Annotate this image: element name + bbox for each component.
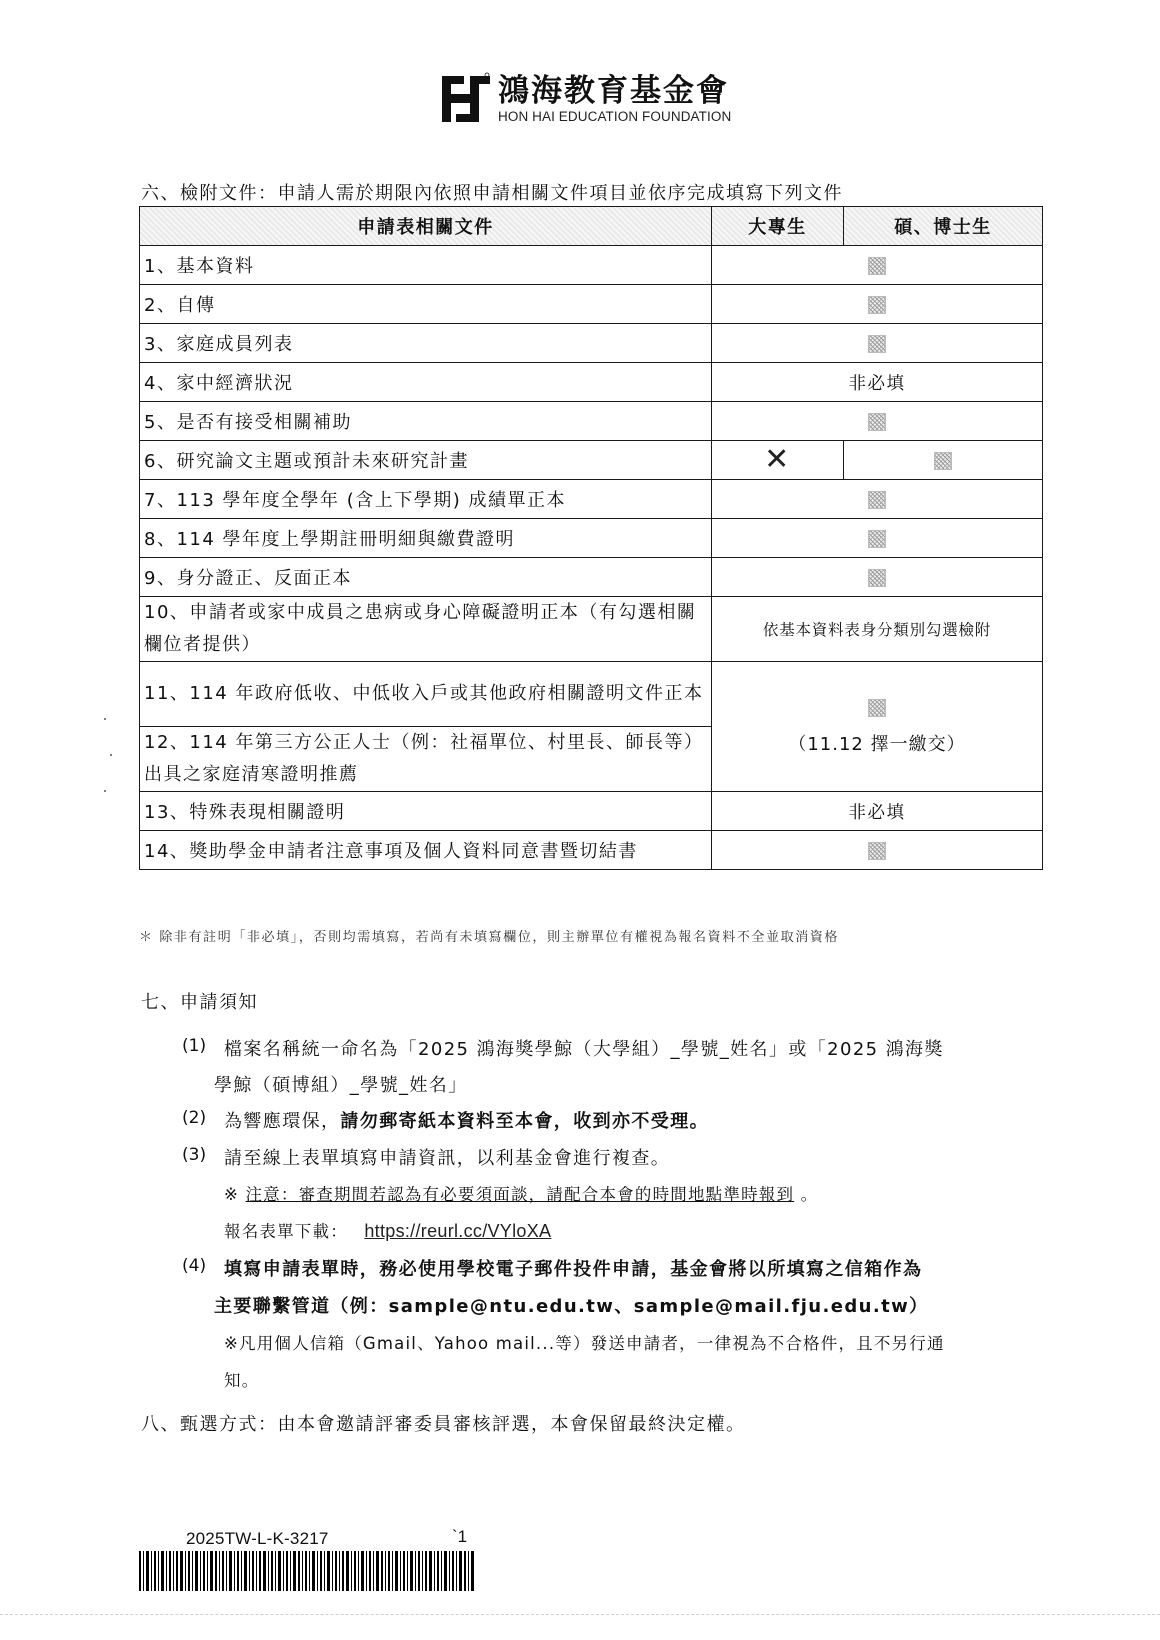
section6-heading: 六、檢附文件：申請人需於期限內依照申請相關文件項目並依序完成填寫下列文件 <box>141 183 843 204</box>
form-download-link[interactable]: https://reurl.cc/VYloXA <box>364 1221 552 1241</box>
checkbox-icon <box>868 569 886 587</box>
header-documents: 申請表相關文件 <box>140 207 712 246</box>
no-paper-notice-plain: 為響應環保， <box>224 1111 341 1132</box>
attach-by-category-label: 依基本資料表身分類別勾選檢附 <box>712 597 1043 662</box>
scan-speck <box>110 754 112 756</box>
page-bottom-edge <box>0 1614 1160 1615</box>
required-documents-table <box>139 206 1043 870</box>
table-row <box>140 402 1043 441</box>
document-code: 2025TW-L-K-3217 <box>186 1529 329 1548</box>
page-mark: `1 <box>452 1527 468 1546</box>
row-item-label: 12、114 年第三方公正人士（例：社福單位、村里長、師長等）出具之家庭清寒證明推薦 <box>140 727 712 792</box>
scan-speck <box>104 718 106 720</box>
table-row <box>140 792 1043 831</box>
row-item-label: 9、身分證正、反面正本 <box>140 558 712 597</box>
table-header-row <box>140 207 1043 246</box>
item-number: (1) <box>182 1036 207 1056</box>
interview-note: ※ 注意：審查期間若認為有必要須面談，請配合本會的時間地點準時報到 。 <box>224 1185 819 1204</box>
row-item-label: 4、家中經濟狀況 <box>140 363 712 402</box>
checkbox-icon <box>868 491 886 509</box>
table-row <box>140 246 1043 285</box>
row-item-label: 6、研究論文主題或預計未來研究計畫 <box>140 441 712 480</box>
foundation-logo <box>440 68 731 130</box>
header-grad: 碩、博士生 <box>844 207 1043 246</box>
filename-rule-line2: 學鯨（碩博組）_學號_姓名」 <box>214 1075 468 1096</box>
table-row <box>140 363 1043 402</box>
checkbox-icon <box>868 257 886 275</box>
hon-hai-logo-icon <box>440 72 492 126</box>
item-number: (4) <box>182 1256 207 1276</box>
row-item-label: 1、基本資料 <box>140 246 712 285</box>
checkbox-icon <box>868 842 886 860</box>
row-item-label: 7、113 學年度全學年 (含上下學期) 成績單正本 <box>140 480 712 519</box>
item-number: (2) <box>182 1108 207 1128</box>
interview-note-text: 注意：審查期間若認為有必要須面談，請配合本會的時間地點準時報到 <box>245 1185 795 1204</box>
table-row <box>140 519 1043 558</box>
personal-email-note-line1: ※凡用個人信箱（Gmail、Yahoo mail...等）發送申請者，一律視為不合格件，且不另行通 <box>224 1334 945 1353</box>
school-email-rule-line2: 主要聯繫管道（例：sample@ntu.edu.tw、sample@mail.fju.edu.tw） <box>214 1296 929 1317</box>
row-item-label: 5、是否有接受相關補助 <box>140 402 712 441</box>
no-paper-notice-bold: 請勿郵寄紙本資料至本會，收到亦不受理。 <box>340 1111 710 1132</box>
table-row <box>140 558 1043 597</box>
checkbox-icon <box>934 452 952 470</box>
personal-email-note-line2: 知。 <box>224 1371 260 1390</box>
form-download <box>224 1218 551 1242</box>
checkbox-icon <box>868 699 886 717</box>
table-row <box>140 324 1043 363</box>
row-item-label: 13、特殊表現相關證明 <box>140 792 712 831</box>
checkbox-icon <box>868 530 886 548</box>
barcode-icon <box>139 1551 475 1591</box>
table-row <box>140 831 1043 870</box>
section8-selection-method: 八、甄選方式：由本會邀請評審委員審核評選，本會保留最終決定權。 <box>141 1414 746 1435</box>
table-row <box>140 441 1043 480</box>
table-footnote: ＊ 除非有註明「非必填」，否則均需填寫，若尚有未填寫欄位，則主辦單位有權視為報名資料不全並取消資格 <box>139 930 840 945</box>
checkbox-icon <box>868 335 886 353</box>
section7-heading: 七、申請須知 <box>141 992 258 1013</box>
header-undergrad: 大專生 <box>712 207 844 246</box>
school-email-rule-line1: 填寫申請表單時，務必使用學校電子郵件投件申請，基金會將以所填寫之信箱作為 <box>224 1259 923 1280</box>
table-row <box>140 662 1043 727</box>
logo-english-name: HON HAI EDUCATION FOUNDATION <box>498 108 732 124</box>
optional-label: 非必填 <box>712 363 1043 402</box>
filename-rule-line1: 檔案名稱統一命名為「2025 鴻海獎學鯨（大學組）_學號_姓名」或「2025 鴻海獎 <box>224 1039 944 1060</box>
row-item-label: 3、家庭成員列表 <box>140 324 712 363</box>
item-number: (3) <box>182 1145 207 1165</box>
row-item-label: 10、申請者或家中成員之患病或身心障礙證明正本（有勾選相關欄位者提供） <box>140 597 712 662</box>
no-paper-notice <box>224 1107 709 1133</box>
optional-label: 非必填 <box>712 792 1043 831</box>
scan-speck <box>104 790 106 792</box>
checkbox-icon <box>868 413 886 431</box>
table-row <box>140 597 1043 662</box>
row-item-label: 14、獎助學金申請者注意事項及個人資料同意書暨切結書 <box>140 831 712 870</box>
row-item-label: 11、114 年政府低收、中低收入戶或其他政府相關證明文件正本 <box>140 662 712 727</box>
form-download-label: 報名表單下載： <box>224 1222 348 1241</box>
table-row <box>140 480 1043 519</box>
logo-chinese-name: 鴻海教育基金會 <box>498 72 729 109</box>
checkbox-icon <box>868 296 886 314</box>
table-row <box>140 285 1043 324</box>
choose-one-note: （11.12 擇一繳交） <box>788 734 966 755</box>
row-item-label: 8、114 學年度上學期註冊明細與繳費證明 <box>140 519 712 558</box>
online-form-instruction: 請至線上表單填寫申請資訊，以利基金會進行複查。 <box>224 1148 671 1169</box>
row-item-label: 2、自傳 <box>140 285 712 324</box>
cross-icon: ✕ <box>764 442 791 477</box>
